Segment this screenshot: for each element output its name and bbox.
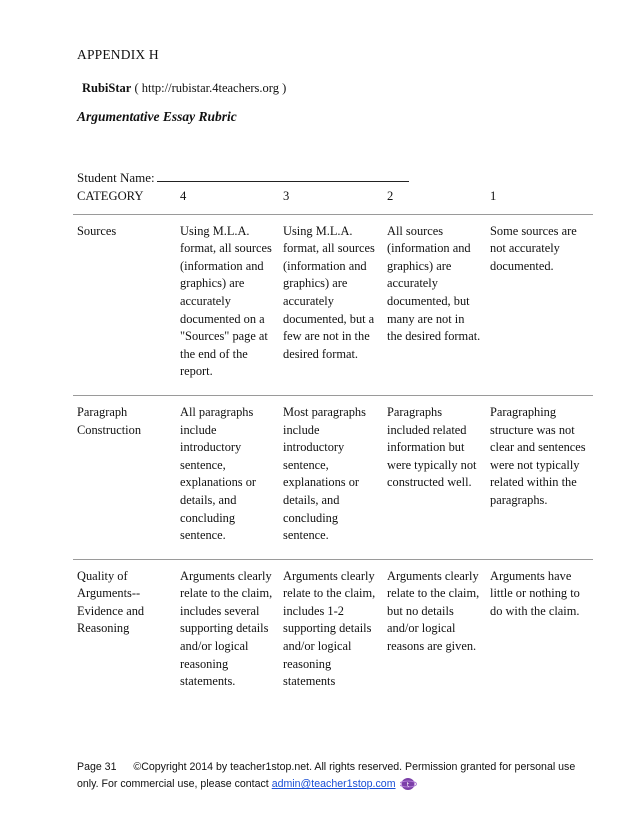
score-2-cell: Arguments clearly relate to the claim, but no details and/or logical reasons are given.: [383, 559, 486, 705]
page-number: Page 31: [77, 761, 117, 773]
rubric-row-quality-of-arguments: [73, 559, 593, 705]
source-line: [82, 81, 286, 96]
score-4-cell: Arguments clearly relate to the claim, includes several supporting details and/or logical reasoning statements.: [176, 559, 279, 705]
source-url: ( http://rubistar.4teachers.org ): [134, 81, 287, 95]
score-3-cell: Most paragraphs include introductory sentence, explanations or details, and concluding sentence.: [279, 395, 383, 559]
column-header-category: CATEGORY: [77, 189, 144, 203]
rubric-table: [73, 180, 593, 705]
column-header-3: 3: [283, 189, 290, 203]
score-1-cell: Arguments have little or nothing to do with the claim.: [486, 559, 593, 705]
page-footer: [77, 759, 577, 793]
score-4-cell: All paragraphs include introductory sentence, explanations or details, and concluding sentence.: [176, 395, 279, 559]
score-1-cell: Paragraphing structure was not clear and sentences were not typically related within the paragraphs.: [486, 395, 593, 559]
column-header-4: 4: [180, 189, 187, 203]
category-cell: Paragraph Construction: [73, 395, 176, 559]
rubric-row-sources: [73, 214, 593, 395]
score-2-cell: All sources (information and graphics) are accurately documented, but many are not in the desired format.: [383, 214, 486, 395]
contact-email-link[interactable]: admin@teacher1stop.com: [271, 778, 396, 790]
rubric-header-row: [73, 180, 593, 214]
score-3-cell: Using M.L.A. format, all sources (information and graphics) are accurately documented, but a few are not in the desired format.: [279, 214, 383, 395]
appendix-heading: APPENDIX H: [77, 47, 159, 62]
document-title: Argumentative Essay Rubric: [77, 109, 237, 124]
column-header-1: 1: [490, 189, 497, 203]
teacher1stop-logo-icon: [400, 777, 418, 791]
category-cell: Sources: [73, 214, 176, 395]
student-name-label: Student Name:: [77, 170, 155, 185]
column-header-2: 2: [387, 189, 394, 203]
score-1-cell: Some sources are not accurately documented.: [486, 214, 593, 395]
copyright-text: ©Copyright 2014 by teacher1stop.net. All rights reserved. Permission granted for personal use only. For commercial use, please contact: [77, 761, 576, 790]
svg-text:t: t: [407, 781, 410, 789]
score-4-cell: Using M.L.A. format, all sources (information and graphics) are accurately documented on a "Sources" page at the end of the report.: [176, 214, 279, 395]
source-name: RubiStar: [82, 81, 132, 95]
score-2-cell: Paragraphs included related information but were typically not constructed well.: [383, 395, 486, 559]
category-cell: Quality of Arguments--Evidence and Reasoning: [73, 559, 176, 705]
rubric-row-paragraph-construction: [73, 395, 593, 559]
score-3-cell: Arguments clearly relate to the claim, includes 1-2 supporting details and/or logical reasoning statements: [279, 559, 383, 705]
